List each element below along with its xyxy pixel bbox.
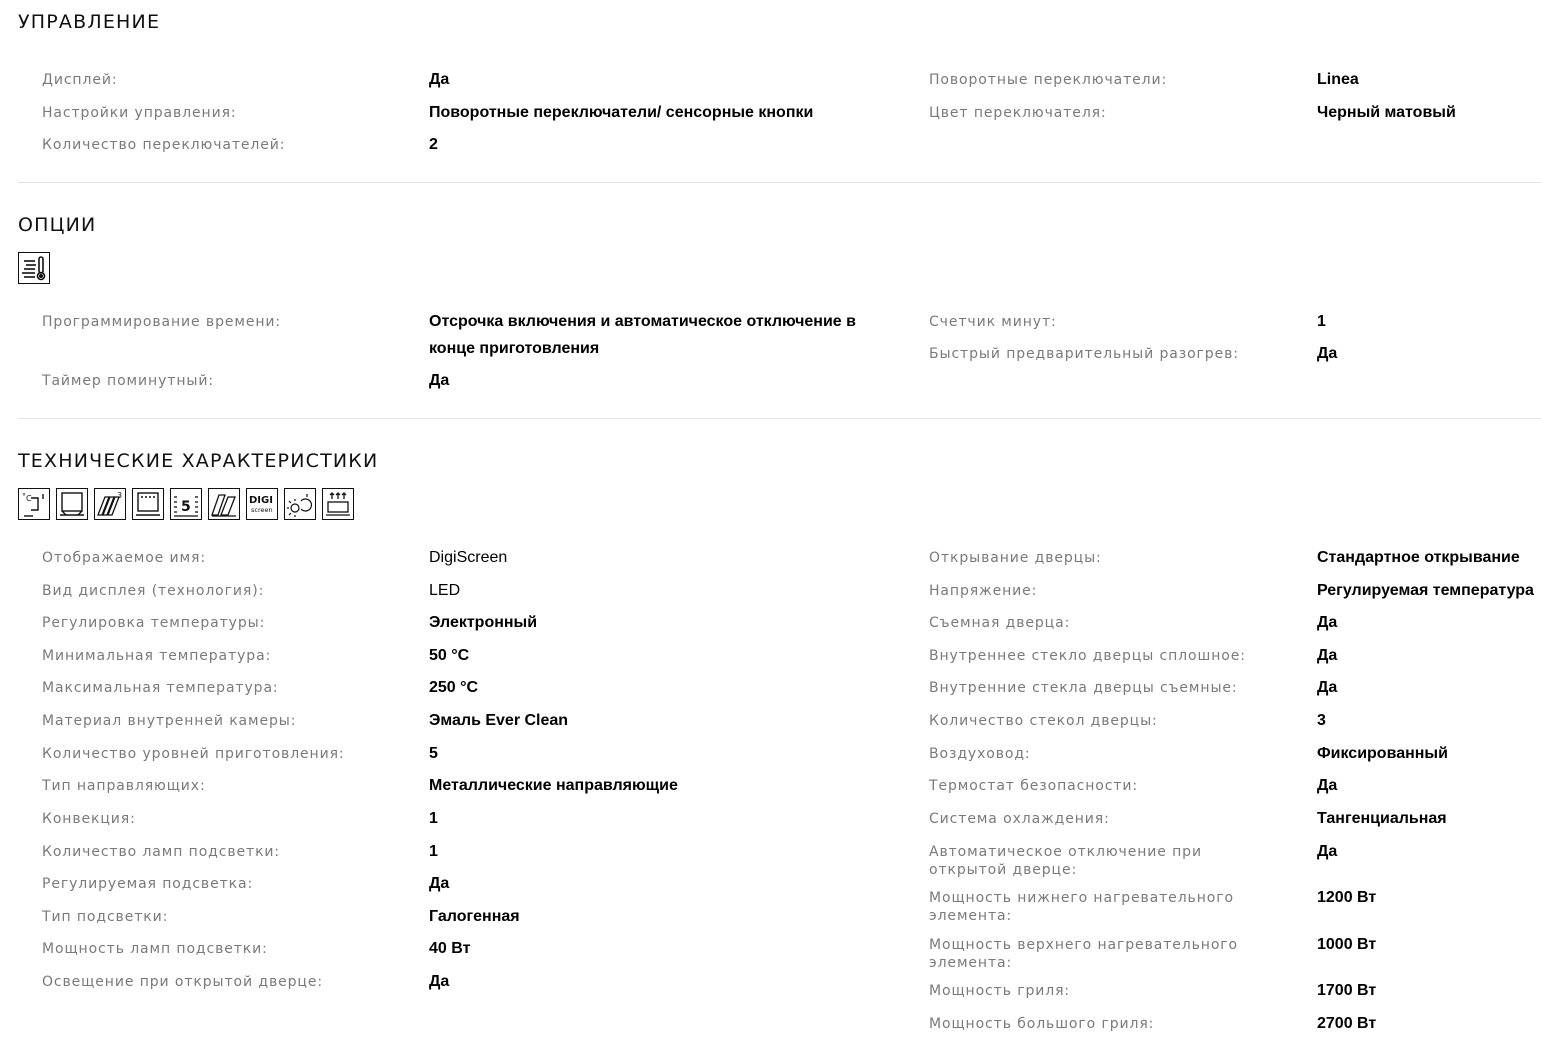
spec-value: Черный матовый	[1317, 104, 1456, 121]
spec-label: Тип направляющих:	[42, 778, 206, 794]
spec-value: Металлические направляющие	[429, 777, 678, 794]
spec-value: Да	[429, 372, 450, 389]
triple-glass-icon	[94, 488, 126, 520]
spec-value: Да	[1317, 614, 1338, 631]
spec-value: 3	[1317, 712, 1326, 729]
cooling-fan-icon	[322, 488, 354, 520]
removable-glass-icon	[208, 488, 240, 520]
spec-value: 1200 Вт	[1317, 889, 1377, 906]
spec-label: Система охлаждения:	[929, 811, 1110, 827]
spec-value: 1700 Вт	[1317, 982, 1377, 999]
spec-label: Количество стекол дверцы:	[929, 713, 1158, 729]
spec-value: 5	[429, 745, 438, 762]
spec-value: Стандартное открывание	[1317, 549, 1520, 566]
spec-label: Количество ламп подсветки:	[42, 844, 281, 860]
spec-label: Количество переключателей:	[42, 137, 286, 153]
spec-value: Тангенциальная	[1317, 810, 1447, 827]
spec-label: Конвекция:	[42, 811, 136, 827]
spec-value: 1000 Вт	[1317, 936, 1377, 953]
spec-value: 40 Вт	[429, 940, 471, 957]
section-title-tech: ТЕХНИЧЕСКИЕ ХАРАКТЕРИСТИКИ	[18, 450, 379, 472]
spec-value: DigiScreen	[429, 549, 508, 566]
svg-text:3: 3	[117, 491, 123, 500]
spec-label: Тип подсветки:	[42, 909, 169, 925]
oven-door-icon	[56, 488, 88, 520]
spec-label: Материал внутренней камеры:	[42, 713, 297, 729]
svg-text:C: C	[26, 494, 32, 503]
spec-label: Съемная дверца:	[929, 615, 1071, 631]
spec-label: Программирование времени:	[42, 314, 282, 330]
options-icons	[18, 252, 50, 284]
spec-value: 250 °C	[429, 679, 479, 696]
temperature-probe-icon	[18, 488, 50, 520]
spec-label: Открывание дверцы:	[929, 550, 1102, 566]
spec-label: Счетчик минут:	[929, 314, 1057, 330]
spec-value: Да	[429, 71, 450, 88]
section-divider	[18, 182, 1541, 183]
spec-value: Регулируемая температура	[1317, 582, 1534, 599]
section-divider	[18, 418, 1541, 419]
digiscreen-icon	[246, 488, 278, 520]
fast-preheat-icon	[18, 252, 50, 284]
svg-text:DIGI: DIGI	[249, 495, 273, 506]
spec-value: Да	[429, 973, 450, 990]
spec-label: Настройки управления:	[42, 105, 237, 121]
spec-label: Отображаемое имя:	[42, 550, 206, 566]
spec-value: Фиксированный	[1317, 745, 1448, 762]
oven-interior-icon	[132, 488, 164, 520]
spec-label: Регулируемая подсветка:	[42, 876, 254, 892]
svg-text:°: °	[22, 492, 26, 501]
spec-value: 1	[1317, 313, 1326, 330]
light-icon	[284, 488, 316, 520]
spec-value: 50 °C	[429, 647, 470, 664]
spec-label: Внутренние стекла дверцы съемные:	[929, 680, 1238, 696]
spec-label: Быстрый предварительный разогрев:	[929, 346, 1239, 362]
spec-value: Да	[1317, 843, 1338, 860]
spec-label: Воздуховод:	[929, 746, 1031, 762]
spec-value: Да	[1317, 777, 1338, 794]
spec-value: Поворотные переключатели/ сенсорные кнопки	[429, 104, 814, 121]
spec-label: Мощность большого гриля:	[929, 1016, 1155, 1032]
spec-label: Цвет переключателя:	[929, 105, 1107, 121]
spec-label: Напряжение:	[929, 583, 1038, 599]
spec-value: Да	[429, 875, 450, 892]
spec-value: 1	[429, 810, 438, 827]
section-title-control: УПРАВЛЕНИЕ	[18, 11, 161, 33]
spec-value: LED	[429, 582, 461, 599]
spec-label: Вид дисплея (технология):	[42, 583, 265, 599]
spec-value: Отсрочка включения и автоматическое отключение в конце приготовления	[429, 313, 856, 357]
spec-label: Дисплей:	[42, 72, 118, 88]
section-title-options: ОПЦИИ	[18, 214, 97, 236]
spec-value: 2700 Вт	[1317, 1015, 1377, 1032]
spec-value: Эмаль Ever Clean	[429, 712, 569, 729]
spec-value: Да	[1317, 345, 1338, 362]
spec-label: Минимальная температура:	[42, 648, 272, 664]
spec-label: Мощность ламп подсветки:	[42, 941, 268, 957]
spec-label: Максимальная температура:	[42, 680, 279, 696]
spec-value: Да	[1317, 647, 1338, 664]
spec-label: Поворотные переключатели:	[929, 72, 1168, 88]
spec-label: Мощность гриля:	[929, 983, 1071, 999]
five-levels-icon	[170, 488, 202, 520]
svg-text:5: 5	[181, 499, 191, 515]
spec-value: Да	[1317, 679, 1338, 696]
spec-label: Мощность верхнего нагревательного элемента:	[929, 937, 1239, 971]
spec-label: Регулировка температуры:	[42, 615, 266, 631]
spec-label: Термостат безопасности:	[929, 778, 1138, 794]
spec-label: Автоматическое отключение при открытой дверце:	[929, 844, 1202, 878]
spec-label: Освещение при открытой дверце:	[42, 974, 323, 990]
spec-value: Linea	[1317, 71, 1359, 88]
spec-value: 2	[429, 136, 438, 153]
svg-text:screen: screen	[251, 506, 273, 514]
spec-value: 1	[429, 843, 438, 860]
spec-label: Мощность нижнего нагревательного элемента:	[929, 890, 1234, 924]
tech-icons	[18, 488, 354, 520]
spec-label: Таймер поминутный:	[42, 373, 214, 389]
spec-value: Электронный	[429, 614, 538, 631]
spec-label: Внутреннее стекло дверцы сплошное:	[929, 648, 1246, 664]
spec-label: Количество уровней приготовления:	[42, 746, 345, 762]
spec-value: Галогенная	[429, 908, 520, 925]
